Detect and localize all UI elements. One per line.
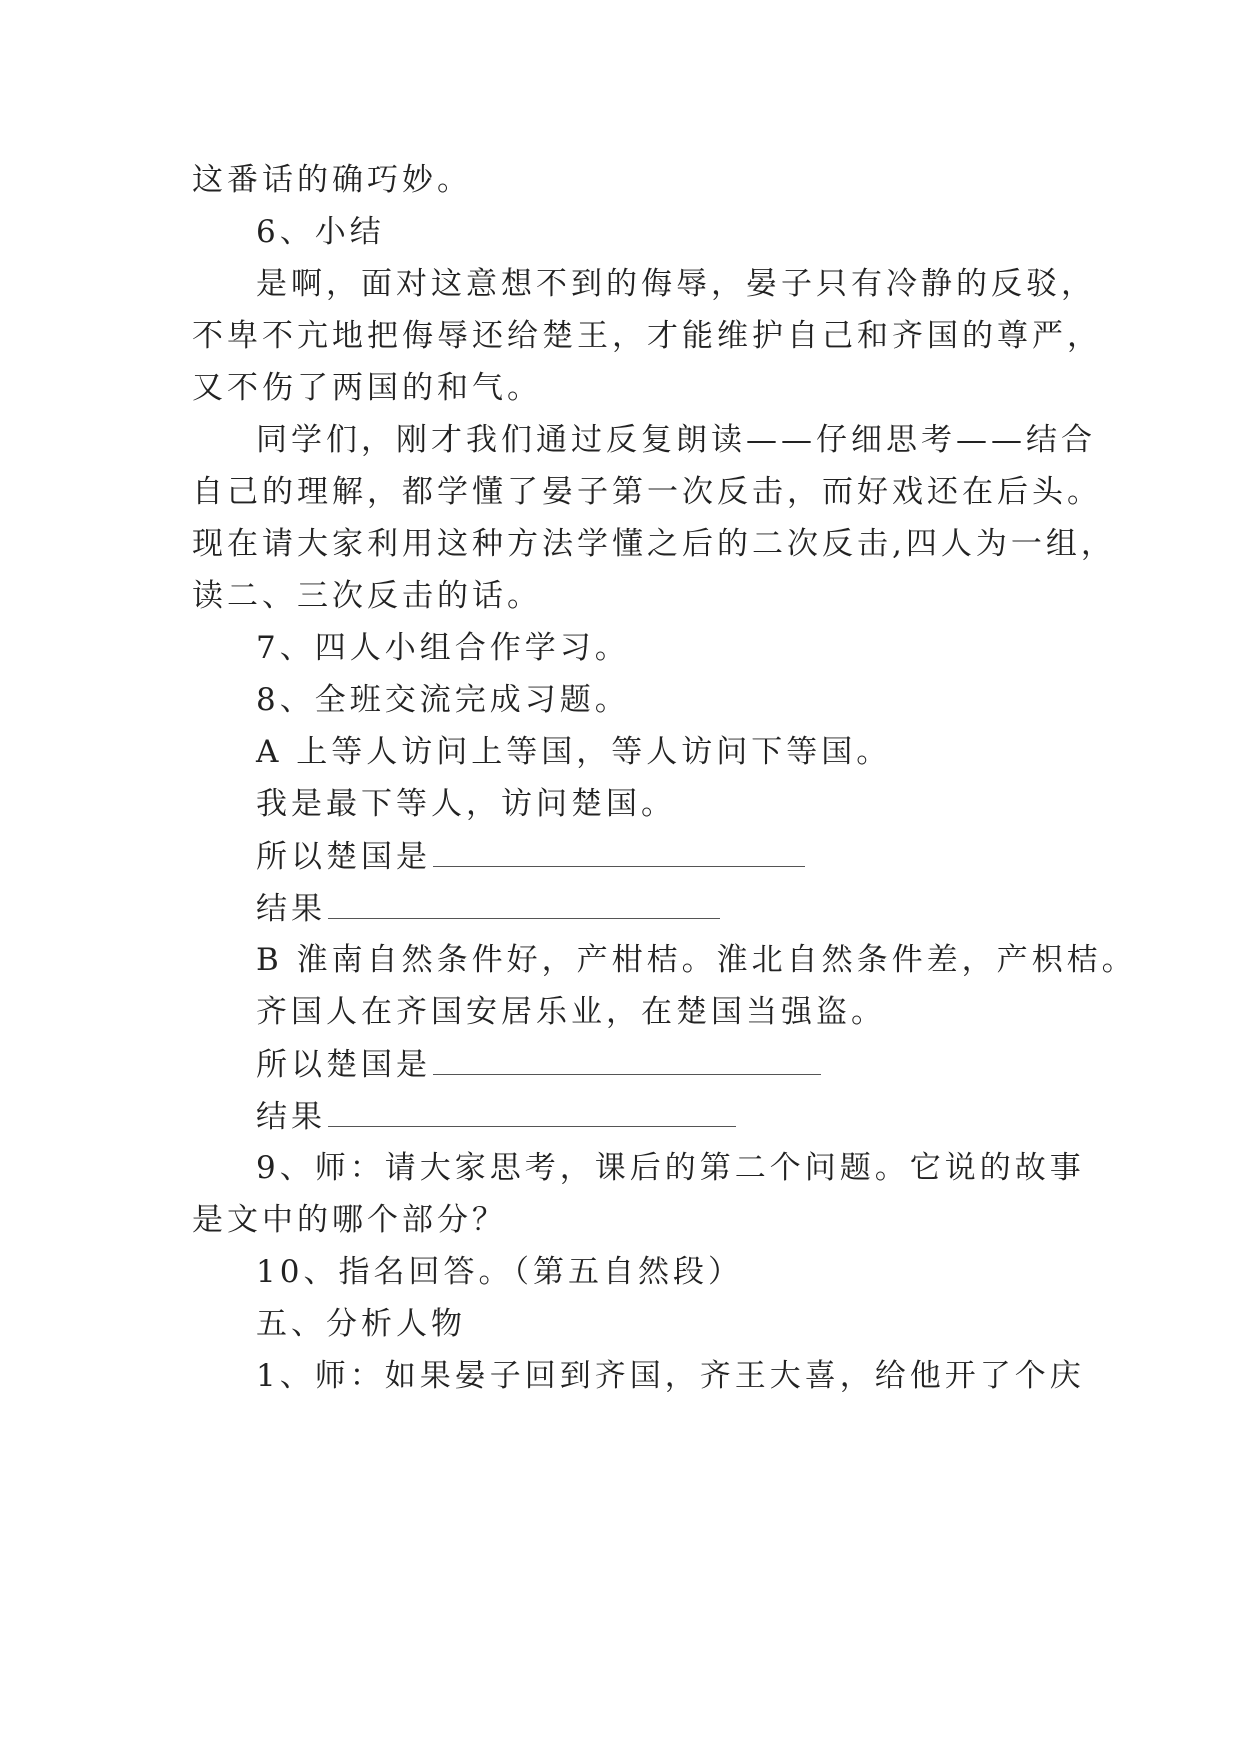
paragraph-line: 是文中的哪个部分？ xyxy=(192,1202,507,1238)
paragraph-line: 同学们，刚才我们通过反复朗读——仔细思考——结合 xyxy=(256,422,1096,458)
paragraph-line: 自己的理解，都学懂了晏子第一次反击，而好戏还在后头。 xyxy=(192,474,1102,510)
section-heading: 8、全班交流完成习题。 xyxy=(256,682,630,718)
section-heading: 7、四人小组合作学习。 xyxy=(256,630,630,666)
paragraph-line: 这番话的确巧妙。 xyxy=(192,162,472,198)
exercise-line: A 上等人访问上等国，等人访问下等国。 xyxy=(256,734,892,770)
exercise-fill-line: 所以楚国是 xyxy=(256,1044,821,1085)
exercise-line: B 淮南自然条件好，产柑桔。淮北自然条件差，产枳桔。 xyxy=(256,942,1137,978)
section-heading: 五、分析人物 xyxy=(256,1306,466,1342)
paragraph-line: 读二、三次反击的话。 xyxy=(192,578,542,614)
paragraph-line: 10、指名回答。（第五自然段） xyxy=(256,1254,743,1290)
exercise-fill-line: 结果 xyxy=(256,1096,736,1137)
section-heading: 6、小结 xyxy=(256,214,385,250)
paragraph-line: 现在请大家利用这种方法学懂之后的二次反击,四人为一组， xyxy=(192,526,1116,562)
answer-blank[interactable] xyxy=(433,1044,821,1075)
paragraph-line: 1、师：如果晏子回到齐国，齐王大喜，给他开了个庆 xyxy=(256,1358,1085,1394)
paragraph-line: 不卑不亢地把侮辱还给楚王，才能维护自己和齐国的尊严， xyxy=(192,318,1102,354)
answer-blank[interactable] xyxy=(433,836,805,867)
paragraph-line: 9、师：请大家思考，课后的第二个问题。它说的故事 xyxy=(256,1150,1085,1186)
answer-blank[interactable] xyxy=(328,1096,736,1127)
answer-blank[interactable] xyxy=(328,888,720,919)
paragraph-line: 是啊，面对这意想不到的侮辱，晏子只有冷静的反驳， xyxy=(256,266,1096,302)
exercise-fill-line: 所以楚国是 xyxy=(256,836,805,877)
paragraph-line: 又不伤了两国的和气。 xyxy=(192,370,542,406)
exercise-fill-line: 结果 xyxy=(256,888,720,929)
exercise-line: 我是最下等人，访问楚国。 xyxy=(256,786,676,822)
exercise-line: 齐国人在齐国安居乐业，在楚国当强盗。 xyxy=(256,994,886,1030)
